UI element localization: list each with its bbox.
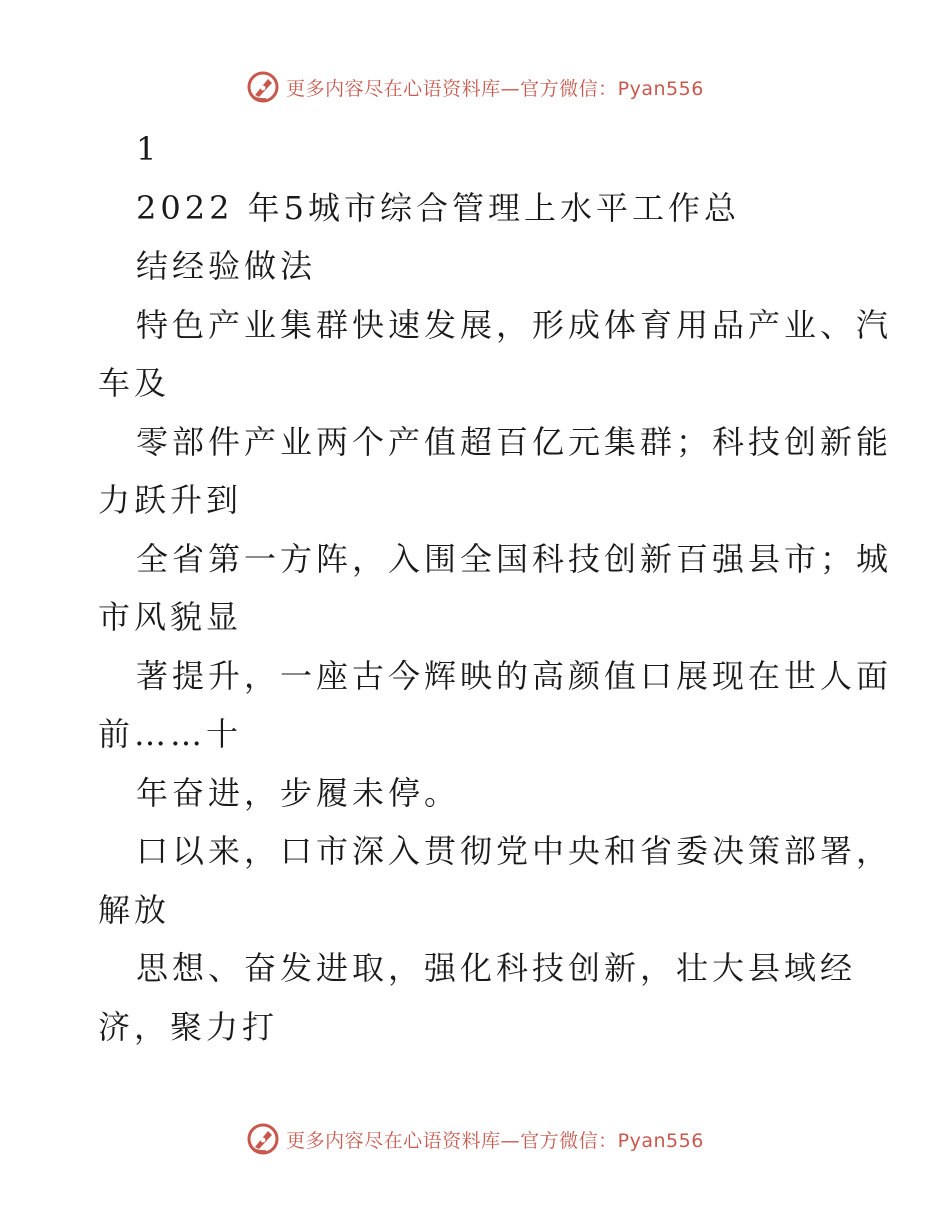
text-line: 年奋进，步履未停。: [136, 773, 461, 812]
text-line: 2022 年5城市综合管理上水平工作总: [136, 188, 740, 227]
text-line: 市风貌显: [98, 598, 243, 636]
text-line: 特色产业集群快速发展，形成体育用品产业、汽: [136, 305, 893, 344]
text-line: 口以来，口市深入贯彻党中央和省委决策部署，: [136, 832, 893, 870]
watermark-text: 更多内容尽在心语资料库—官方微信：Pyan556: [286, 77, 704, 100]
text-line: 解放: [98, 890, 171, 929]
text-line: 全省第一方阵，入围全国科技创新百强县市；城: [136, 539, 893, 578]
text-line: 著提升，一座古今辉映的高颜值口展现在世人面: [136, 656, 893, 695]
text-line: 济，聚力打: [98, 1007, 279, 1046]
pen-nib-seal-icon: [246, 70, 280, 104]
text-line: 力跃升到: [98, 481, 243, 519]
text-line: 结经验做法: [136, 247, 317, 285]
text-line: 1: [136, 130, 161, 168]
text-line: 思想、奋发进取，强化科技创新，壮大县域经: [136, 949, 857, 987]
document-body: [98, 120, 893, 1056]
watermark-text: 更多内容尽在心语资料库—官方微信：Pyan556: [286, 1129, 704, 1152]
pen-nib-seal-icon: [246, 1122, 280, 1156]
header-watermark: [0, 70, 950, 104]
text-line: 零部件产业两个产值超百亿元集群；科技创新能: [136, 422, 893, 461]
text-line: 前……十: [98, 715, 243, 753]
footer-watermark: [0, 1122, 950, 1156]
text-line: 车及: [98, 364, 171, 402]
